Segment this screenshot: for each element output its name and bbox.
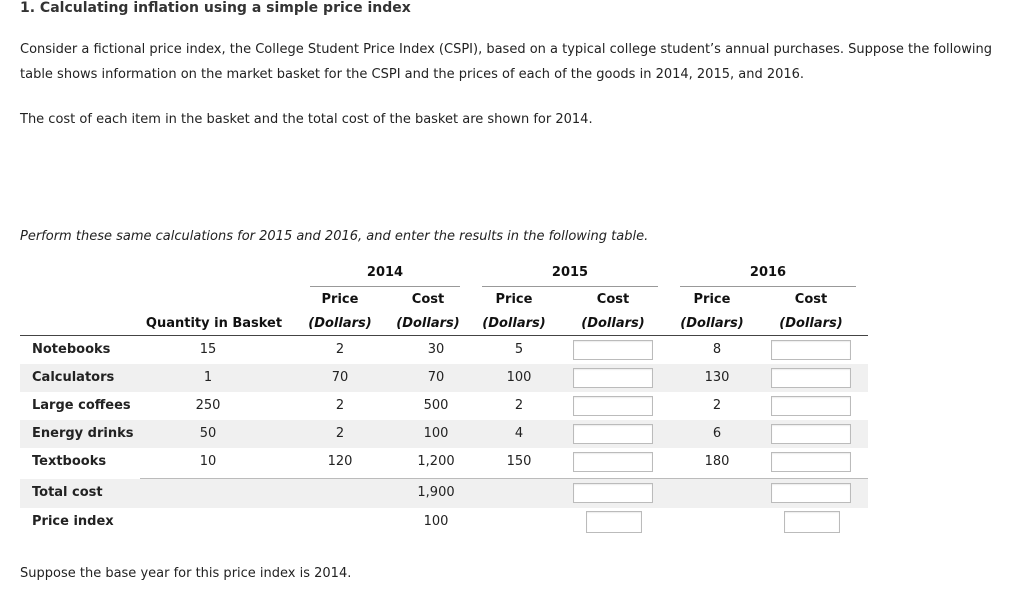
cost-2016-large-coffees-input[interactable]	[771, 396, 851, 416]
price-index-2015-input[interactable]	[586, 511, 642, 533]
price-index-label: Price index	[32, 514, 114, 529]
table-row	[20, 392, 868, 420]
year-2016-underline	[680, 286, 856, 287]
cost-2015-header: Cost	[596, 292, 630, 307]
price-index-row	[20, 508, 868, 536]
price-2015-large-coffees: 2	[514, 398, 524, 413]
qty-calculators: 1	[203, 370, 213, 385]
total-cost-row	[20, 479, 868, 508]
cost-2014-header: Cost	[411, 292, 445, 307]
row-label-calculators: Calculators	[32, 370, 115, 385]
year-2015-underline	[482, 286, 658, 287]
row-label-textbooks: Textbooks	[32, 454, 107, 469]
cost-2016-textbooks-input[interactable]	[771, 452, 851, 472]
row-label-energy-drinks: Energy drinks	[32, 426, 134, 441]
intro-line-1: Consider a fictional price index, the College Student Price Index (CSPI), based on a typical college student’s annual purchases. Suppose the following	[20, 42, 992, 57]
cost-2016-notebooks-input[interactable]	[771, 340, 851, 360]
qty-textbooks: 10	[199, 454, 217, 469]
price-2014-unit: (Dollars)	[308, 316, 372, 331]
price-2016-header: Price	[693, 292, 731, 307]
cost-2016-header: Cost	[794, 292, 828, 307]
price-index-2016-input[interactable]	[784, 511, 840, 533]
price-2016-textbooks: 180	[704, 454, 730, 469]
cost-2015-unit: (Dollars)	[581, 316, 645, 331]
page-title: 1. Calculating inflation using a simple price index	[20, 0, 411, 16]
total-cost-2015-input[interactable]	[573, 483, 653, 503]
price-index-2014: 100	[423, 514, 449, 529]
table-row	[20, 336, 868, 364]
price-2015-notebooks: 5	[514, 342, 524, 357]
cost-2014-calculators: 70	[427, 370, 445, 385]
price-2015-energy-drinks: 4	[514, 426, 524, 441]
price-2014-energy-drinks: 2	[335, 426, 345, 441]
price-2014-notebooks: 2	[335, 342, 345, 357]
cost-2015-calculators-input[interactable]	[573, 368, 653, 388]
cost-2014-energy-drinks: 100	[423, 426, 449, 441]
cost-2014-unit: (Dollars)	[396, 316, 460, 331]
cost-2014-large-coffees: 500	[423, 398, 449, 413]
price-2016-unit: (Dollars)	[680, 316, 744, 331]
intro-line-2: table shows information on the market basket for the CSPI and the prices of each of the goods in 2014, 2015, and 2016.	[20, 67, 805, 82]
cost-note: The cost of each item in the basket and the total cost of the basket are shown for 2014.	[20, 112, 593, 127]
price-2014-header: Price	[321, 292, 359, 307]
price-2016-energy-drinks: 6	[712, 426, 722, 441]
row-label-large-coffees: Large coffees	[32, 398, 131, 413]
price-2015-calculators: 100	[506, 370, 532, 385]
qty-energy-drinks: 50	[199, 426, 217, 441]
qty-notebooks: 15	[199, 342, 217, 357]
year-2014-header: 2014	[366, 265, 404, 280]
total-cost-2016-input[interactable]	[771, 483, 851, 503]
cost-2015-textbooks-input[interactable]	[573, 452, 653, 472]
cost-2014-notebooks: 30	[427, 342, 445, 357]
price-2015-textbooks: 150	[506, 454, 532, 469]
price-2014-large-coffees: 2	[335, 398, 345, 413]
cost-2016-unit: (Dollars)	[779, 316, 843, 331]
table-row	[20, 364, 868, 392]
price-2015-unit: (Dollars)	[482, 316, 546, 331]
year-2016-header: 2016	[749, 265, 787, 280]
price-2016-calculators: 130	[704, 370, 730, 385]
price-2014-calculators: 70	[331, 370, 349, 385]
price-2015-header: Price	[495, 292, 533, 307]
cost-2014-textbooks: 1,200	[417, 454, 455, 469]
base-year-note: Suppose the base year for this price index is 2014.	[20, 566, 352, 581]
cost-2015-notebooks-input[interactable]	[573, 340, 653, 360]
table-row	[20, 448, 868, 476]
cost-2015-energy-drinks-input[interactable]	[573, 424, 653, 444]
intro-paragraph	[20, 37, 992, 87]
quantity-header: Quantity in Basket	[145, 316, 283, 331]
table-row	[20, 420, 868, 448]
total-cost-2014: 1,900	[417, 485, 455, 500]
cost-2015-large-coffees-input[interactable]	[573, 396, 653, 416]
cost-2016-calculators-input[interactable]	[771, 368, 851, 388]
qty-large-coffees: 250	[195, 398, 221, 413]
year-2015-header: 2015	[551, 265, 589, 280]
cost-2016-energy-drinks-input[interactable]	[771, 424, 851, 444]
instruction: Perform these same calculations for 2015 and 2016, and enter the results in the following table.	[20, 229, 649, 244]
price-2014-textbooks: 120	[327, 454, 353, 469]
total-cost-label: Total cost	[32, 485, 103, 500]
price-2016-notebooks: 8	[712, 342, 722, 357]
year-2014-underline	[310, 286, 460, 287]
cspi-table	[20, 262, 868, 542]
price-2016-large-coffees: 2	[712, 398, 722, 413]
row-label-notebooks: Notebooks	[32, 342, 111, 357]
